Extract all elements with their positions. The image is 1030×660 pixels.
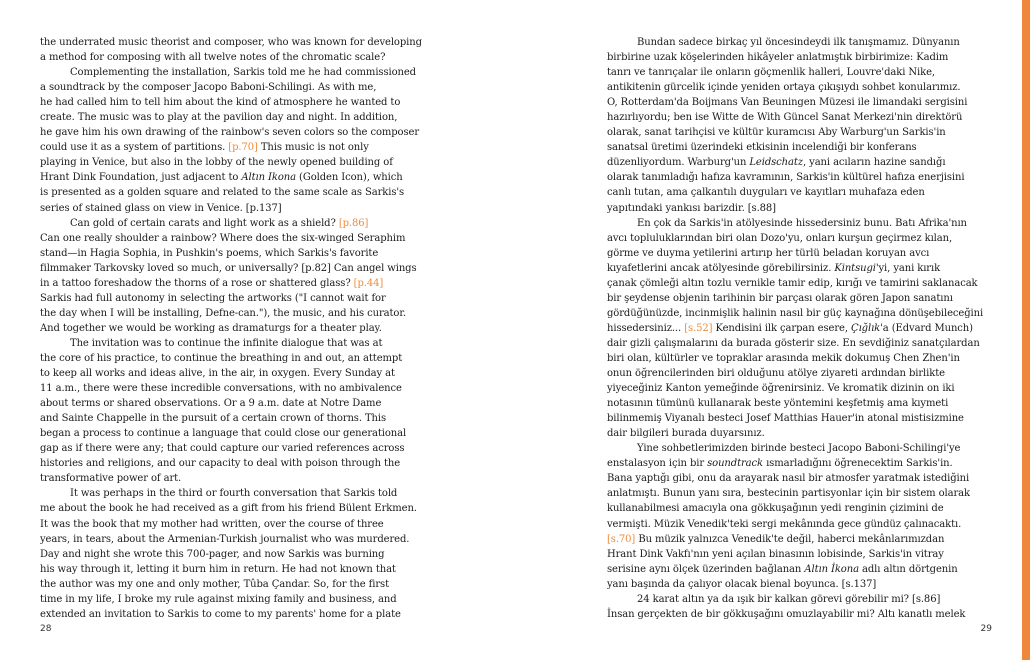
- text-line: [40, 381, 422, 396]
- text-segment: is presented as a golden square and related to the same scale as Sarkis's: [40, 187, 405, 199]
- text-line: [607, 486, 983, 501]
- text-line: [607, 80, 983, 95]
- text-line: [607, 577, 983, 592]
- text-line: [607, 95, 983, 110]
- text-line: [40, 276, 422, 291]
- text-segment: ısmarladığını öğrenecektim Sarkis'in.: [763, 458, 953, 470]
- page-reference: [p.44]: [353, 277, 384, 289]
- text-line: [40, 607, 422, 622]
- text-segment: bir şeydense objenin tarihinin bir parçası olarak gören Japon sanatını: [607, 292, 953, 304]
- page-reference: [p.86]: [338, 217, 369, 229]
- text-line: [607, 532, 983, 547]
- text-segment: (Golden Icon), which: [295, 172, 403, 184]
- left-body-text: [40, 35, 422, 622]
- italic-title: soundtrack: [707, 458, 763, 470]
- page-reference: [s.52]: [684, 322, 713, 334]
- text-segment: about terms or shared observations. Or a 9 a.m. date at Notre Dame: [40, 398, 382, 410]
- text-segment: a method for composing with all twelve notes of the chromatic scale?: [40, 52, 386, 64]
- text-segment: Can one really shoulder a rainbow? Where does the six-winged Seraphim: [40, 232, 406, 244]
- text-segment: dair gizli çalışmalarını da burada gösterir size. En sevdiğiniz sanatçılardan: [607, 337, 980, 349]
- text-line: [40, 170, 422, 185]
- right-page: [515, 0, 1030, 660]
- text-segment: antikitenin gürcelik içinde yeniden ortaya çıkışıydı sohbet konularımız.: [607, 82, 961, 94]
- text-segment: bilinmemiş Viyanalı besteci Josef Matthias Hauer'in atonal mistisizmine: [607, 413, 964, 425]
- text-line: [607, 501, 983, 516]
- text-line: [40, 306, 422, 321]
- text-segment: Yine sohbetlerimizden birinde besteci Jacopo Baboni-Schilingi'ye: [637, 443, 961, 455]
- text-line: [40, 501, 422, 516]
- text-segment: düzenliyordum. Warburg'un: [607, 157, 750, 169]
- text-segment: And together we would be working as dramaturgs for a theater play.: [40, 322, 382, 334]
- text-segment: stand—in Hagia Sophia, in Pushkin's poems, which Sarkis's favorite: [40, 247, 379, 259]
- right-page-number: 29: [980, 624, 992, 634]
- text-line: [40, 110, 422, 125]
- text-line: [607, 351, 983, 366]
- text-segment: gap as if there were any; that could capture our varied references across: [40, 443, 405, 455]
- text-segment: 11 a.m., there were these incredible conversations, with no ambivalence: [40, 383, 402, 395]
- text-segment: the underrated music theorist and composer, who was known for developing: [40, 37, 422, 48]
- text-line: [40, 35, 422, 50]
- text-segment: This music is not only: [257, 142, 369, 154]
- text-line: [40, 185, 422, 200]
- text-segment: notasının tümünü kullanarak beste yöntemini keşfetmiş ama kıymeti: [607, 398, 949, 410]
- text-line: [607, 441, 983, 456]
- text-line: [40, 577, 422, 592]
- text-segment: Sarkis had full autonomy in selecting the artworks ("I cannot wait for: [40, 292, 386, 304]
- text-segment: Hrant Dink Vakfı'nın yeni açılan binasının lobisinde, Sarkis'in vitray: [607, 548, 944, 560]
- text-line: [607, 607, 983, 622]
- text-segment: Kendisini ilk çarpan esere,: [712, 322, 852, 334]
- italic-title: Kintsugi: [834, 262, 876, 274]
- text-segment: İnsan gerçekten de bir gökkuşağını omuzlayabilir mi? Altı kanatlı melek: [607, 608, 966, 620]
- text-line: [607, 321, 983, 336]
- text-line: [40, 201, 422, 216]
- text-segment: to keep all works and ideas alive, in the air, in oxygen. Every Sunday at: [40, 368, 395, 380]
- text-segment: canlı tutan, ama çalkantılı duyguları ve kayıtları muhafaza eden: [607, 187, 925, 199]
- text-line: [40, 261, 422, 276]
- text-segment: 'a (Edvard Munch): [880, 322, 973, 334]
- text-segment: , yani acıların hazine sandığı: [802, 157, 946, 169]
- text-segment: began a process to continue a language that could close our generational: [40, 428, 407, 440]
- text-segment: the author was my one and only mother, Tûba Çandar. So, for the first: [40, 578, 389, 590]
- text-line: [607, 592, 983, 607]
- text-segment: Day and night she wrote this 700-pager, and now Sarkis was burning: [40, 548, 385, 560]
- text-line: [607, 306, 983, 321]
- text-line: [607, 471, 983, 486]
- page-reference: [s.70]: [607, 533, 636, 545]
- text-line: [40, 592, 422, 607]
- text-segment: olarak tanımladığı hafıza kavramının, Sarkis'in kültürel hafıza enerjisini: [607, 172, 965, 184]
- text-segment: serisine aynı ölçek üzerinden bağlanan: [607, 563, 805, 575]
- text-line: [607, 216, 983, 231]
- text-segment: gördüğünüzde, incinmişlik halinin nasıl bir güç kaynağına dönüşebileceğini: [607, 307, 984, 319]
- text-segment: he had called him to tell him about the kind of atmosphere he wanted to: [40, 97, 401, 109]
- text-segment: It was the book that my mother had written, over the course of three: [40, 518, 384, 530]
- text-segment: in a tattoo foreshadow the thorns of a rose or shattered glass?: [40, 277, 354, 289]
- text-segment: his way through it, letting it burn him in return. He had not known that: [40, 563, 396, 575]
- text-segment: 24 karat altın ya da ışık bir kalkan görevi görebilir mi? [s.86]: [637, 593, 941, 605]
- text-line: [607, 381, 983, 396]
- text-segment: yapıtındaki yankısı barizdir. [s.88]: [607, 202, 776, 214]
- text-segment: extended an invitation to Sarkis to come to my parents' home for a plate: [40, 608, 401, 620]
- text-line: [607, 366, 983, 381]
- page-edge-accent: [1022, 0, 1030, 660]
- text-segment: Bana yaptığı gibi, onu da arayarak nasıl bir atmosfer yaratmak istediğini: [607, 473, 970, 485]
- text-segment: onun öğrencilerinden biri olduğunu atölye ziyareti ardından birlikte: [607, 368, 945, 380]
- text-line: [40, 95, 422, 110]
- text-segment: yanı başında da çalıyor olacak bienal boyunca. [s.137]: [607, 578, 877, 590]
- text-line: [40, 125, 422, 140]
- text-line: [40, 547, 422, 562]
- text-segment: enstalasyon için bir: [607, 458, 708, 470]
- left-page-number: 28: [40, 624, 52, 634]
- text-segment: En çok da Sarkis'in atölyesinde hissedersiniz bunu. Batı Afrika'nın: [637, 217, 967, 229]
- text-line: [607, 276, 983, 291]
- text-line: [607, 185, 983, 200]
- text-segment: Can gold of certain carats and light work as a shield?: [70, 217, 339, 229]
- text-line: [40, 231, 422, 246]
- text-segment: playing in Venice, but also in the lobby of the newly opened building of: [40, 157, 393, 169]
- text-line: [607, 456, 983, 471]
- text-line: [607, 336, 983, 351]
- text-line: [40, 321, 422, 336]
- text-line: [607, 426, 983, 441]
- text-line: [607, 155, 983, 170]
- text-segment: adlı altın dörtgenin: [858, 563, 958, 575]
- text-segment: he gave him his own drawing of the rainbow's seven colors so the composer: [40, 127, 420, 139]
- text-line: [607, 517, 983, 532]
- text-segment: a soundtrack by the composer Jacopo Baboni-Schilingi. As with me,: [40, 82, 377, 94]
- text-segment: anlatmıştı. Bunun yanı sıra, bestecinin partisyonlar için bir sistem olarak: [607, 488, 970, 500]
- text-line: [40, 140, 422, 155]
- italic-title: Çığlık: [851, 322, 881, 334]
- text-line: [607, 246, 983, 261]
- text-segment: the day when I will be installing, Defne-can."), the music, and his curator.: [40, 307, 406, 319]
- text-line: [607, 562, 983, 577]
- text-line: [40, 562, 422, 577]
- text-line: [40, 456, 422, 471]
- text-line: [40, 486, 422, 501]
- text-segment: vermişti. Müzik Venedik'teki sergi mekânında gece gündüz çalınacaktı.: [607, 518, 962, 530]
- text-line: [40, 396, 422, 411]
- text-line: [40, 351, 422, 366]
- text-segment: and Sainte Chappelle in the pursuit of a certain crown of thorns. This: [40, 413, 387, 425]
- text-line: [607, 35, 983, 50]
- text-line: [607, 65, 983, 80]
- text-segment: The invitation was to continue the infinite dialogue that was at: [70, 337, 383, 349]
- text-segment: dair bilgileri burada duyarsınız.: [607, 428, 765, 440]
- text-segment: kullanabilmesi amacıyla ona gökkuşağının yedi renginin çizimini de: [607, 503, 944, 515]
- text-line: [40, 65, 422, 80]
- text-segment: kıyafetlerini ancak atölyesinde görebilirsiniz.: [607, 262, 835, 274]
- text-segment: hazırlıyordu; ben ise Witte de With Güncel Sanat Merkezi'nin direktörü: [607, 112, 963, 124]
- text-segment: çanak çömleği altın tozlu vernikle tamir edip, kırığı ve tamirini saklanacak: [607, 277, 978, 289]
- text-line: [40, 246, 422, 261]
- text-segment: Bundan sadece birkaç yıl öncesindeydi ilk tanışmamız. Dünyanın: [637, 37, 960, 48]
- text-segment: tanrı ve tanrıçalar ile onların göçmenlik halleri, Louvre'daki Nike,: [607, 67, 935, 79]
- text-line: [40, 517, 422, 532]
- text-segment: birbirine uzak köşelerinden hikâyeler anlatmıştık birbirimize: Kadim: [607, 52, 949, 64]
- text-line: [40, 471, 422, 486]
- page-reference: [p.70]: [228, 142, 258, 154]
- text-segment: 'yi, yani kırık: [875, 262, 941, 274]
- text-line: [40, 155, 422, 170]
- text-line: [40, 336, 422, 351]
- text-line: [40, 291, 422, 306]
- text-segment: olarak, sanat tarihçisi ve kültür kuramcısı Aby Warburg'un Sarkis'in: [607, 127, 946, 139]
- text-line: [607, 411, 983, 426]
- text-segment: filmmaker Tarkovsky loved so much, or universally? [p.82] Can angel wings: [40, 262, 417, 274]
- text-segment: could use it as a system of partitions.: [40, 142, 229, 154]
- text-line: [607, 261, 983, 276]
- text-line: [40, 216, 422, 231]
- text-segment: Hrant Dink Foundation, just adjacent to: [40, 172, 242, 184]
- text-line: [607, 125, 983, 140]
- text-segment: sanatsal üretimi üzerindeki etkisinin incelendiği bir konferans: [607, 142, 917, 154]
- text-segment: It was perhaps in the third or fourth conversation that Sarkis told: [70, 488, 398, 500]
- text-segment: Bu müzik yalnızca Venedik'te değil, haberci mekânlarımızdan: [635, 533, 945, 545]
- text-line: [607, 140, 983, 155]
- text-segment: görme ve duyma yetilerini artırıp her türlü beladan koruyan avcı: [607, 247, 930, 259]
- text-line: [40, 441, 422, 456]
- text-segment: create. The music was to play at the pavilion day and night. In addition,: [40, 112, 398, 124]
- text-line: [607, 50, 983, 65]
- text-segment: me about the book he had received as a gift from his friend Bülent Erkmen.: [40, 503, 417, 515]
- text-segment: time in my life, I broke my rule against mixing family and business, and: [40, 593, 397, 605]
- text-segment: O, Rotterdam'da Boijmans Van Beuningen Müzesi ile limandaki sergisini: [607, 97, 968, 109]
- text-segment: hissedersiniz...: [607, 322, 685, 334]
- text-segment: the core of his practice, to continue the breathing in and out, an attempt: [40, 352, 403, 364]
- text-line: [607, 201, 983, 216]
- text-line: [607, 396, 983, 411]
- text-segment: years, in tears, about the Armenian-Turkish journalist who was murdered.: [40, 533, 410, 545]
- italic-title: Leidschatz: [749, 157, 803, 169]
- text-line: [40, 80, 422, 95]
- text-line: [607, 547, 983, 562]
- italic-title: Altın Ikona: [241, 172, 296, 184]
- text-segment: histories and religions, and our capacity to deal with poison through the: [40, 458, 401, 470]
- right-body-text: [607, 35, 983, 622]
- text-segment: series of stained glass on view in Venice. [p.137]: [40, 202, 282, 214]
- text-line: [40, 50, 422, 65]
- italic-title: Altın İkona: [804, 563, 859, 575]
- text-line: [40, 532, 422, 547]
- text-segment: yiyeceğiniz Kanton yemeğinde öğrenirsiniz. Ve kromatik dizinin on iki: [607, 383, 955, 395]
- text-segment: avcı topluluklarından biri olan Dozo'yu, onları kurşun geçirmez kılan,: [607, 232, 953, 244]
- text-segment: biri olan, kültürler ve topraklar arasında mekik dokumuş Chen Zhen'in: [607, 352, 960, 364]
- text-line: [40, 366, 422, 381]
- text-line: [40, 426, 422, 441]
- text-segment: transformative power of art.: [40, 473, 182, 485]
- text-line: [607, 170, 983, 185]
- text-line: [607, 110, 983, 125]
- text-line: [40, 411, 422, 426]
- text-line: [607, 291, 983, 306]
- text-segment: Complementing the installation, Sarkis told me he had commissioned: [70, 67, 416, 79]
- text-line: [607, 231, 983, 246]
